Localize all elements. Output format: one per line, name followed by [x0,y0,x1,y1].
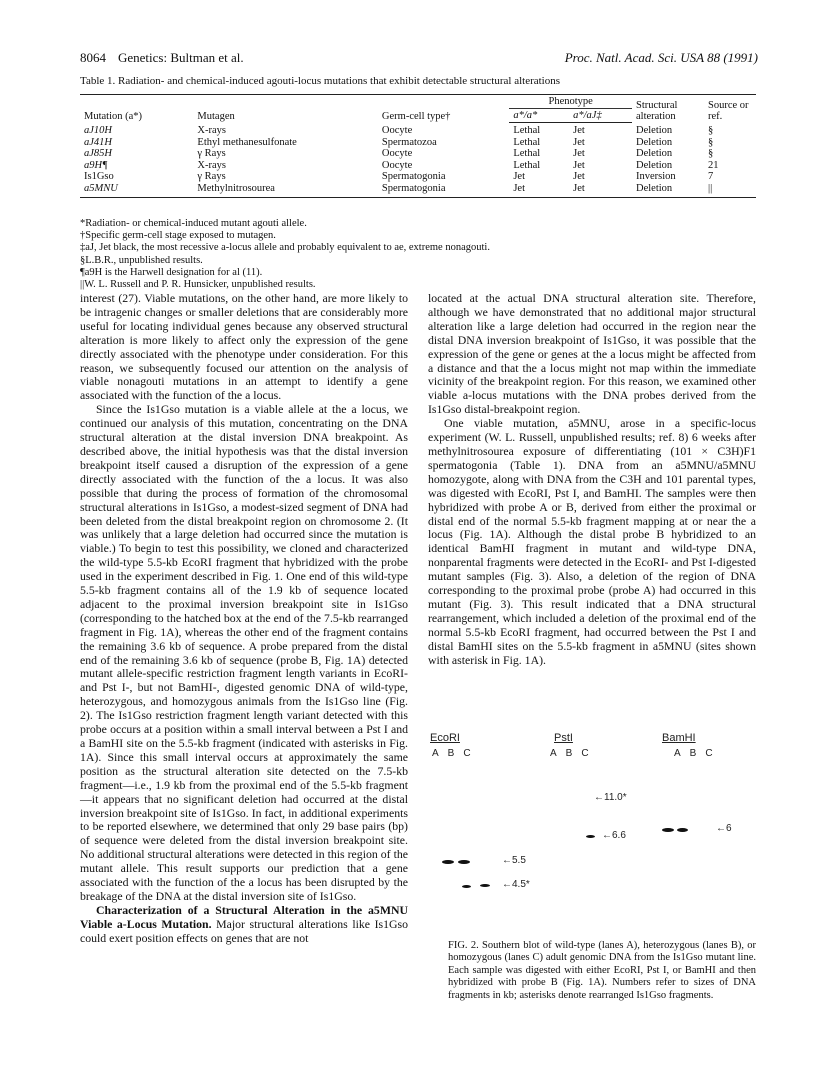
marker-label: 5.5 [512,855,526,866]
cell-mutation: aJ10H [84,124,112,136]
th-germ-cell: Germ-cell type† [381,110,451,122]
footnote: ‡aJ, Jet black, the most recessive a-locus allele and probably equivalent to ae, extreme nonagouti. [80,242,490,254]
table-body [80,123,756,198]
th-source: Source or ref. [708,99,749,122]
cell-mutation: aJ85H [84,148,112,160]
table-row [80,171,756,183]
band-psti-c-6.6 [586,835,595,838]
page-number: 8064 [80,50,106,65]
table-row [80,123,756,137]
cell-mutagen: γ Rays [197,171,226,183]
cell-mutagen: X-rays [197,124,226,136]
paragraph: located at the actual DNA structural alteration site. Therefore, although we have demonstrated that no additional major structural alteration like a large deletion had occurred in the region near the distal DNA inversion breakpoint of Is1Gso, it was possible that the expression of the gene or genes at the a locus might be affected from a distance and that the a locus might not map within the immediate vicinity of the breakpoint region. For this reason, we examined other viable a-locus mutations with the DNA probes derived from the Is1Gso distal-breakpoint region. [428,291,756,417]
band-ecori-b-5.5 [458,860,470,864]
cell-structural: Deletion [636,148,673,160]
journal-citation: Proc. Natl. Acad. Sci. USA 88 (1991) [564,50,758,65]
cell-homo: Jet [513,171,525,183]
cell-germ-cell: Spermatogonia [381,171,446,183]
marker-label: 6 [726,823,732,834]
cell-mutagen: Ethyl methanesulfonate [197,136,297,148]
cell-mutation: aJ41H [84,136,112,148]
marker-label: 11.0* [604,792,627,803]
cell-germ-cell: Oocyte [381,159,413,171]
right-column [428,292,756,667]
lane-letters-psti: ABC [550,748,598,759]
th-mutation: Mutation (a*) [84,110,143,122]
th-homozygous: a*/a* [509,109,569,123]
marker-11.0: ←11.0* [594,792,627,803]
cell-hetero: Jet [569,183,632,197]
cell-germ-cell: Oocyte [381,148,413,160]
table-row [80,160,756,172]
footnote: †Specific germ-cell stage exposed to mutagen. [80,230,276,242]
band-bamhi-b-6 [677,828,688,832]
cell-mutagen: γ Rays [197,148,226,160]
cell-source: § [708,148,714,160]
th-heterozygous: a*/aJ‡ [569,109,632,123]
cell-structural: Deletion [636,159,673,171]
table-row [80,148,756,160]
cell-structural: Deletion [632,183,704,197]
table-1 [80,94,756,198]
band-ecori-a-5.5 [442,860,454,864]
cell-mutagen: Methylnitrosourea [193,183,378,197]
paragraph: interest (27). Viable mutations, on the other hand, are more likely to be intragenic changes or smaller deletions that are considerably more useful for locating individual genes because any observed structural alteration is more likely to affect only the expression of the gene directly associated with the phenotype under consideration. For this reason, we subsequently focused our attention on the analysis of viable nonagouti mutations in an attempt to identify a gene associated with the function of the a locus. [80,291,408,403]
band-ecori-c-4.5 [480,884,490,887]
paragraph-text: Major structural alterations like Is1Gso could exert position effects on genes that are not [80,916,408,945]
lane-letters-bamhi: ABC [674,748,722,759]
cell-hetero: Jet [573,171,585,183]
cell-homo: Lethal [513,136,541,148]
table-footnotes [80,218,756,291]
section-heading: Characterization of a Structural Alteration in the a5MNU Viable a-Locus Mutation. [80,902,408,931]
cell-germ-cell: Spermatogonia [378,183,509,197]
cell-homo: Lethal [513,159,541,171]
marker-label: 6.6 [612,830,626,841]
cell-source: || [704,183,756,197]
cell-mutation: a9H¶ [84,159,108,171]
cell-mutation: a5MNU [80,183,193,197]
lane-title-bamhi: BamHI [662,732,696,744]
footnote: §L.B.R., unpublished results. [80,254,203,266]
cell-structural: Deletion [636,136,673,148]
cell-source: 7 [708,171,714,183]
marker-6.6: ←6.6 [602,830,626,841]
lane-title-psti: PstI [554,732,573,744]
cell-hetero: Jet [573,125,585,136]
cell-structural: Inversion [636,171,676,183]
band-ecori-b-4.5 [462,885,471,888]
lane-title-ecori: EcoRI [430,732,460,744]
running-title: Genetics: Bultman et al. [118,50,244,65]
cell-germ-cell: Spermatozoa [381,136,437,148]
figure-2-blot [428,732,758,927]
table-row [80,183,756,197]
cell-hetero: Jet [573,159,585,171]
marker-6: ←6 [716,823,732,834]
th-phenotype: Phenotype [509,95,632,109]
footnote: ||W. L. Russell and P. R. Hunsicker, unpublished results. [80,279,316,291]
cell-homo: Lethal [513,148,541,160]
cell-mutation: Is1Gso [84,171,114,183]
th-structural: Structural alteration [636,99,678,122]
marker-4.5: ←4.5* [502,879,530,890]
th-mutagen: Mutagen [197,110,235,122]
footnote: *Radiation- or chemical-induced mutant agouti allele. [80,218,307,229]
cell-hetero: Jet [573,136,585,148]
cell-germ-cell: Oocyte [381,124,413,136]
paragraph: One viable mutation, a5MNU, arose in a specific-locus experiment (W. L. Russell, unpublished results; ref. 8) 6 weeks after methylnitrosourea exposure of differentiating (101 × C3H)F1 spermatogonia (Table 1). DNA from an a5MNU/a5MNU homozygote, along with DNA from the C3H and 101 parental types, was digested with EcoRI, Pst I, and BamHI. The samples were then hybridized with probe A or B, derived from either the proximal or distal end of the normal 5.5-kb fragment mapping at or near the a locus (Fig. 1A). Although the distal probe B hybridized to an identical BamHI fragment in mutant and wild-type DNA, nonparental fragments were detected in the EcoRI- and Pst I-digested mutant samples (Fig. 3). Also, a deletion of the region of DNA corresponding to the proximal probe (probe A) had occurred in this mutant (Fig. 3). This result indicated that a DNA structural rearrangement, which included a deletion of the proximal end of the normal 5.5-kb EcoRI fragment, had occurred between the Pst I and distal BamHI sites on the 5.5-kb fragment in a5MNU (sites shown with asterisk in Fig. 1A). [428,416,756,667]
cell-mutagen: X-rays [197,159,226,171]
marker-label: 4.5* [512,879,530,890]
running-header-left [80,50,244,66]
cell-source: § [708,136,714,148]
cell-source: 21 [708,159,719,171]
paragraph: Since the Is1Gso mutation is a viable allele at the a locus, we continued our analysis of this mutation, concentrating on the DNA structural alteration at the distal inversion DNA breakpoint. As described above, the initial hypothesis was that the distal inversion breakpoint itself caused a disruption of the expression of a gene directly associated with the function of the a locus. It was also possible that during the process of formation of the chromosomal structural alterations in Is1Gso, a modest-sized segment of DNA had been deleted from the distal breakpoint region on chromosome 2. (It was unlikely that a large deletion had occurred since the mutation is viable.) To begin to test this possibility, we cloned and characterized the wild-type 5.5-kb EcoRI fragment that hybridized with the probe used in the experiment described in Fig. 1. One end of this wild-type 5.5-kb fragment contains all of the 1.9 kb of sequence located adjacent to the proximal inversion breakpoint site in Is1Gso (corresponding to the hatched box at the end of the 7.5-kb rearranged fragment in Fig. 1A), whereas the other end of the fragment contains the remaining 3.6 kb of sequence. A probe prepared from the distal end of the remaining 3.6 kb of sequence (probe B, Fig. 1A) detected mutant allele-specific restriction fragment length variants in EcoRI- and Pst I-, but not BamHI-, digested genomic DNA of wild-type, heterozygous, and homozygous animals from the Is1Gso line (Fig. 2). The Is1Gso restriction fragment length variant detected with this probe occurs at a position within a small interval between a Pst I and a BamHI site on the 5.5-kb fragment (indicated with asterisks in Fig. 1A). Since this small interval occurs at approximately the same position as the structural alteration site detected on the 7.5-kb fragment—i.e., 1.9 kb from the proximal end of the 5.5-kb fragment—it appears that no significant deletion had occurred at the distal inversion breakpoint site of Is1Gso. In fact, in additional experiments to be reported elsewhere, we determined that only 29 base pairs (bp) of sequence were deleted from the distal inversion breakpoint site. No additional structural alterations were detected in this region of the mutant allele. This result supports our prediction that a gene associated with the function of the a locus has been disrupted by the breakage of the DNA at the distal inversion site of Is1Gso. [80,402,408,903]
cell-hetero: Jet [573,148,585,160]
cell-homo: Lethal [513,125,541,136]
lane-letters-ecori: ABC [432,748,480,759]
left-column [80,292,408,946]
cell-source: § [708,124,714,136]
band-bamhi-a-6 [662,828,674,832]
footnote: ¶a9H is the Harwell designation for al (11). [80,266,263,278]
table-caption: Table 1. Radiation- and chemical-induced agouti-locus mutations that exhibit detectable structural alterations [80,75,561,87]
table-row [80,137,756,149]
cell-homo: Jet [509,183,569,197]
cell-structural: Deletion [636,124,673,136]
figure-2-caption: FIG. 2. Southern blot of wild-type (lanes A), heterozygous (lanes B), or homozygous (lanes C) adult genomic DNA from the Is1Gso mutant line. Each sample was digested with either EcoRI, Pst I, or BamHI and then hybridized with probe B (Fig. 1A). Numbers refer to sizes of DNA fragments in kb; asterisks denote rearranged Is1Gso fragments. [448,940,756,1001]
marker-5.5: ←5.5 [502,855,526,866]
